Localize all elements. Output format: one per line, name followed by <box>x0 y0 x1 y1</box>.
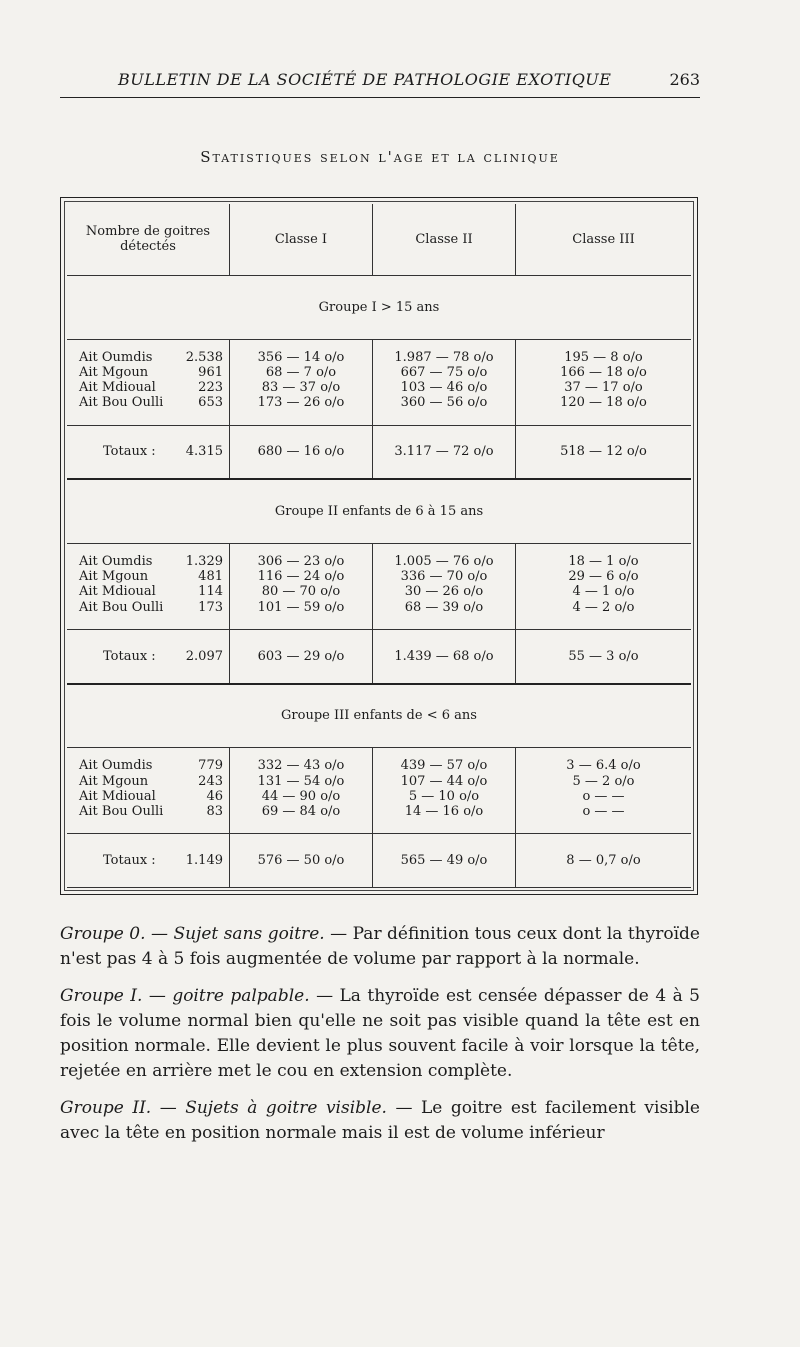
statistics-table-frame <box>60 197 698 895</box>
totals-classe-3: 55 — 3 o/o <box>516 629 692 683</box>
header-name: Nombre de goitres détectés <box>67 204 230 275</box>
table-row <box>67 365 691 380</box>
cell-classe-1: 69 — 84 o/o <box>230 804 373 834</box>
totals-classe-1: 680 — 16 o/o <box>230 425 373 479</box>
cell-classe-2: 5 — 10 o/o <box>373 789 516 804</box>
cell-classe-1: 356 — 14 o/o <box>230 339 373 365</box>
table-row <box>67 395 691 425</box>
totals-count: 4.315 <box>185 444 223 460</box>
cell-classe-2: 360 — 56 o/o <box>373 395 516 425</box>
totals-row <box>67 425 691 479</box>
totals-classe-1: 576 — 50 o/o <box>230 834 373 888</box>
cell-classe-1: 44 — 90 o/o <box>230 789 373 804</box>
paragraph-label: Groupe 0. — Sujet sans goitre. <box>60 924 325 944</box>
cell-classe-2: 439 — 57 o/o <box>373 748 516 774</box>
running-header <box>60 70 700 98</box>
row-name: Ait Oumdis <box>79 349 153 365</box>
totals-label: Totaux : <box>103 648 156 664</box>
cell-classe-3: o — — <box>516 804 692 834</box>
cell-classe-2: 667 — 75 o/o <box>373 365 516 380</box>
row-name: Ait Bou Oulli <box>79 395 164 411</box>
cell-classe-2: 30 — 26 o/o <box>373 584 516 599</box>
group-title-row <box>67 479 691 543</box>
row-count: 1.329 <box>185 554 223 570</box>
header-classe-1: Classe I <box>230 204 373 275</box>
cell-classe-1: 68 — 7 o/o <box>230 365 373 380</box>
cell-classe-2: 1.005 — 76 o/o <box>373 543 516 569</box>
cell-classe-2: 336 — 70 o/o <box>373 569 516 584</box>
table-row <box>67 543 691 569</box>
cell-classe-1: 131 — 54 o/o <box>230 774 373 789</box>
paragraph-text: — La thyroïde est censée dépasser de 4 à 5 fois le volume normal bien qu'elle ne soit pas visible quand la tête est en position normale. Elle devient le plus souvent facile à voir lorsque la tête, rejetée en arrière met le cou en extension complète. <box>60 986 700 1081</box>
table-row <box>67 774 691 789</box>
totals-row <box>67 629 691 683</box>
header-classe-2: Classe II <box>373 204 516 275</box>
cell-classe-1: 332 — 43 o/o <box>230 748 373 774</box>
row-count: 961 <box>198 364 223 380</box>
group-title: Groupe I > 15 ans <box>67 275 691 339</box>
totals-count: 2.097 <box>185 648 223 664</box>
cell-classe-3: 4 — 2 o/o <box>516 600 692 630</box>
group-title-row <box>67 275 691 339</box>
totals-count: 1.149 <box>185 853 223 869</box>
cell-classe-1: 173 — 26 o/o <box>230 395 373 425</box>
row-name: Ait Mdioual <box>79 584 156 600</box>
cell-classe-2: 68 — 39 o/o <box>373 600 516 630</box>
cell-classe-2: 1.987 — 78 o/o <box>373 339 516 365</box>
row-name: Ait Bou Oulli <box>79 804 164 820</box>
row-count: 2.538 <box>185 349 223 365</box>
paragraph-text: — Le goitre est facilement visible avec la tête en position normale mais il est de volume inférieur <box>60 1098 700 1143</box>
cell-classe-2: 14 — 16 o/o <box>373 804 516 834</box>
row-name: Ait Oumdis <box>79 758 153 774</box>
header-classe-3: Classe III <box>516 204 692 275</box>
cell-classe-3: 120 — 18 o/o <box>516 395 692 425</box>
cell-classe-3: 166 — 18 o/o <box>516 365 692 380</box>
group-title: Groupe II enfants de 6 à 15 ans <box>67 479 691 543</box>
cell-classe-1: 116 — 24 o/o <box>230 569 373 584</box>
page-number: 263 <box>669 70 700 89</box>
cell-classe-3: 37 — 17 o/o <box>516 380 692 395</box>
row-count: 481 <box>198 569 223 585</box>
table-row <box>67 804 691 834</box>
totals-classe-2: 1.439 — 68 o/o <box>373 629 516 683</box>
totals-classe-3: 8 — 0,7 o/o <box>516 834 692 888</box>
cell-classe-3: 3 — 6.4 o/o <box>516 748 692 774</box>
cell-classe-2: 103 — 46 o/o <box>373 380 516 395</box>
paragraph-groupe-2 <box>60 1096 700 1146</box>
cell-classe-1: 306 — 23 o/o <box>230 543 373 569</box>
table-row <box>67 748 691 774</box>
paragraph-groupe-1 <box>60 984 700 1084</box>
row-name: Ait Oumdis <box>79 554 153 570</box>
cell-classe-2: 107 — 44 o/o <box>373 774 516 789</box>
table-row <box>67 600 691 630</box>
row-count: 243 <box>198 773 223 789</box>
paragraph-text: — Par définition tous ceux dont la thyroïde n'est pas 4 à 5 fois augmentée de volume par rapport à la normale. <box>60 924 700 969</box>
row-count: 653 <box>198 395 223 411</box>
row-name: Ait Mgoun <box>79 569 149 585</box>
body-text <box>60 922 700 1158</box>
table-row <box>67 380 691 395</box>
table-row <box>67 339 691 365</box>
table-row <box>67 584 691 599</box>
row-name: Ait Mdioual <box>79 788 156 804</box>
table-row <box>67 569 691 584</box>
cell-classe-3: 5 — 2 o/o <box>516 774 692 789</box>
group-title: Groupe III enfants de < 6 ans <box>67 684 691 748</box>
cell-classe-1: 101 — 59 o/o <box>230 600 373 630</box>
row-name: Ait Mdioual <box>79 380 156 396</box>
cell-classe-3: 18 — 1 o/o <box>516 543 692 569</box>
row-count: 46 <box>206 788 223 804</box>
paragraph-label: Groupe II. — Sujets à goitre visible. <box>60 1098 387 1118</box>
totals-row <box>67 834 691 888</box>
table-header-row <box>67 204 691 275</box>
cell-classe-3: 4 — 1 o/o <box>516 584 692 599</box>
row-count: 114 <box>198 584 223 600</box>
row-count: 83 <box>206 804 223 820</box>
table-row <box>67 789 691 804</box>
totals-label: Totaux : <box>103 444 156 460</box>
totals-classe-2: 565 — 49 o/o <box>373 834 516 888</box>
section-title: Statistiques selon l'age et la clinique <box>200 148 560 166</box>
totals-classe-3: 518 — 12 o/o <box>516 425 692 479</box>
totals-label: Totaux : <box>103 853 156 869</box>
row-count: 779 <box>198 758 223 774</box>
cell-classe-1: 83 — 37 o/o <box>230 380 373 395</box>
paragraph-groupe-0 <box>60 922 700 972</box>
cell-classe-3: 195 — 8 o/o <box>516 339 692 365</box>
totals-classe-1: 603 — 29 o/o <box>230 629 373 683</box>
row-count: 223 <box>198 380 223 396</box>
cell-classe-3: 29 — 6 o/o <box>516 569 692 584</box>
row-count: 173 <box>198 599 223 615</box>
row-name: Ait Mgoun <box>79 773 149 789</box>
row-name: Ait Bou Oulli <box>79 599 164 615</box>
paragraph-label: Groupe I. — goitre palpable. <box>60 986 310 1006</box>
statistics-table <box>67 204 691 888</box>
cell-classe-1: 80 — 70 o/o <box>230 584 373 599</box>
group-title-row <box>67 684 691 748</box>
journal-title: BULLETIN DE LA SOCIÉTÉ DE PATHOLOGIE EXOTIQUE <box>118 70 612 89</box>
totals-classe-2: 3.117 — 72 o/o <box>373 425 516 479</box>
row-name: Ait Mgoun <box>79 364 149 380</box>
cell-classe-3: o — — <box>516 789 692 804</box>
